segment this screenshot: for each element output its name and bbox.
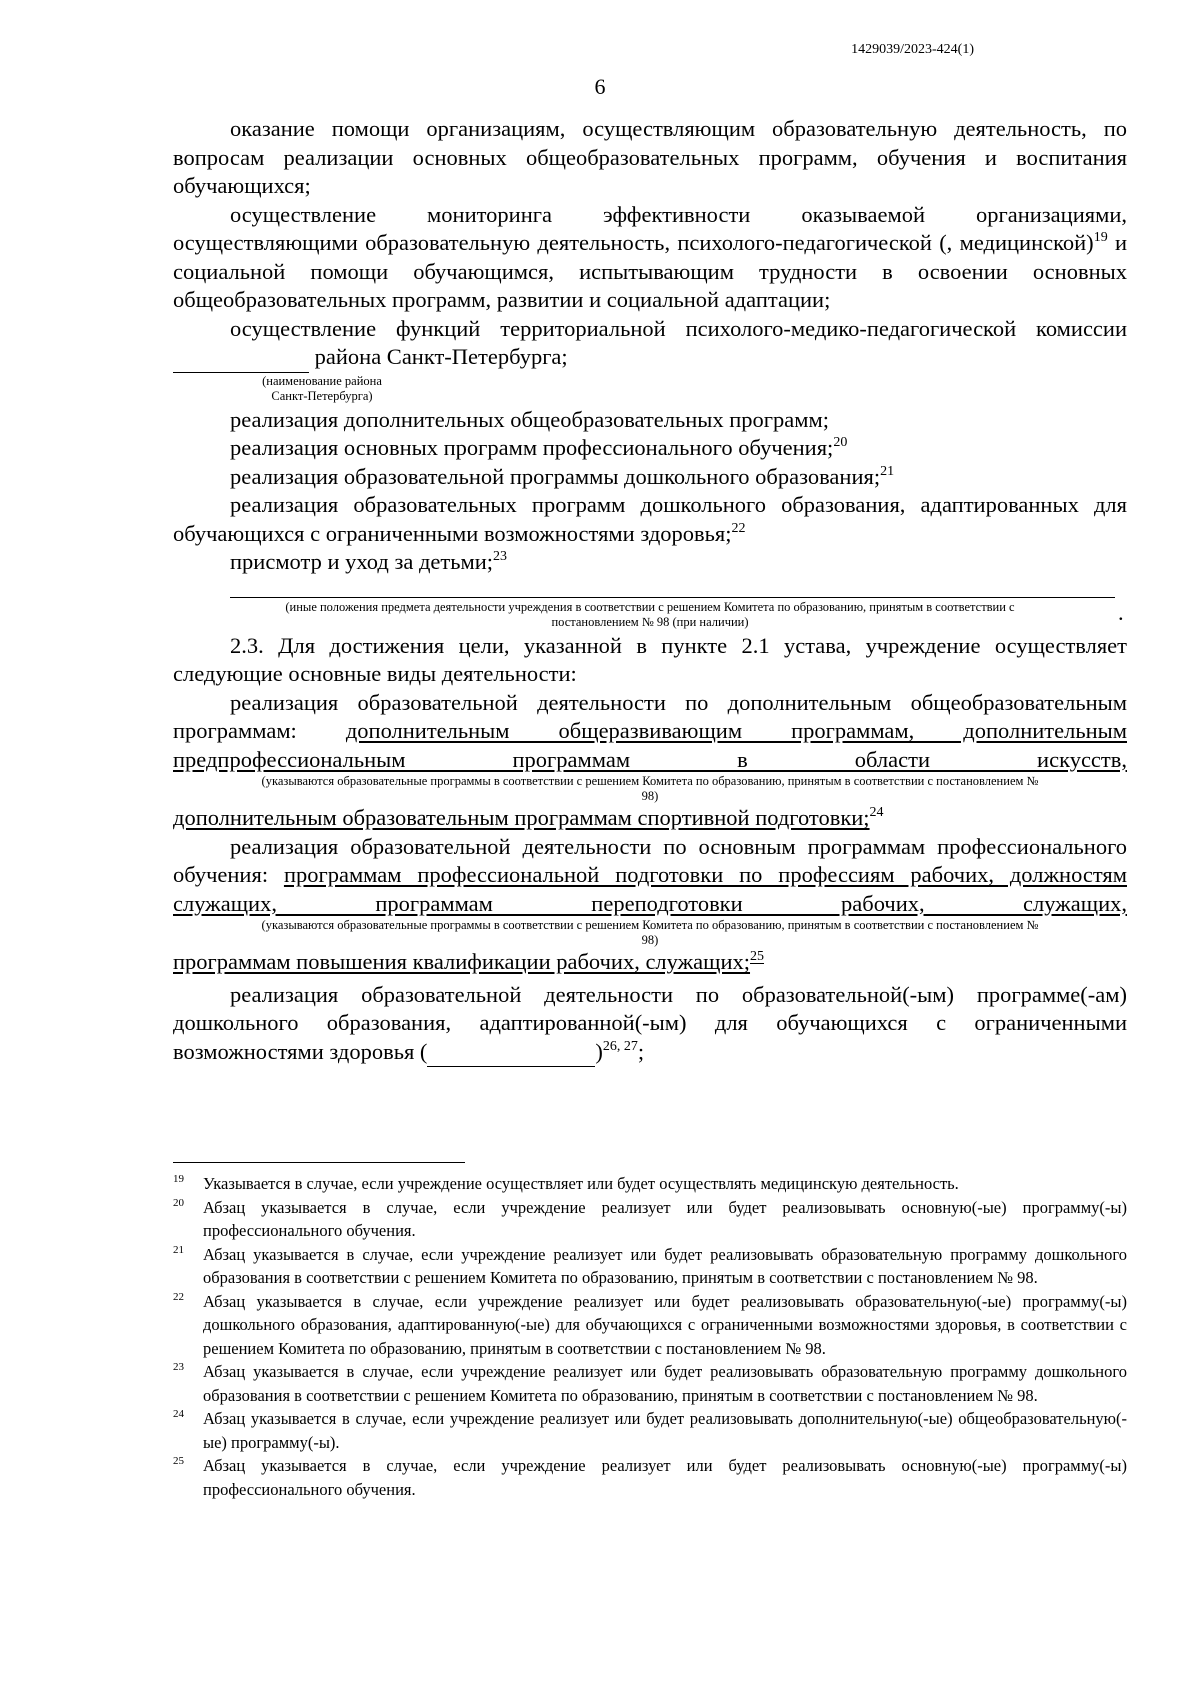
- district-blank: [173, 343, 309, 373]
- paragraph-2-3: 2.3. Для достижения цели, указанной в пункте 2.1 устава, учреждение осуществляет следующие основные виды деятельности:: [173, 632, 1127, 686]
- paragraph-sports-training: дополнительным образовательным программам спортивной подготовки;$^{24}$: [173, 805, 884, 830]
- footnote-24: 24 Абзац указывается в случае, если учреждение реализует или будет реализовывать дополнительную(-ые) общеобразовательную(-ые) программу(-ы).: [173, 1408, 1127, 1452]
- paragraph-childcare: присмотр и уход за детьми;$^{23}$: [230, 549, 508, 574]
- footnote-ref: 19: [1093, 230, 1108, 245]
- footnote-23: 23 Абзац указывается в случае, если учреждение реализует или будет реализовывать образовательную программу дошкольного образования в соответствии с решением Комитета по образованию, принятым в соответствии с постановлением № 98.: [173, 1361, 1127, 1405]
- paragraph-preschool-adapted: реализация образовательных программ дошкольного образования, адаптированных для обучающихся с ограниченными возможностями здоровья;$^{22}$: [173, 492, 1127, 546]
- footnote-20: 20 Абзац указывается в случае, если учреждение реализует или будет реализовывать основную(-ые) программу(-ы) профессионального обучения.: [173, 1196, 1127, 1240]
- paragraph-monitoring: осуществление мониторинга эффективности оказываемой организациями, осуществляющими образовательную деятельность, психолого-педагогической (, медицинской)$^{19}$ и социальной помощи обучающимся, испытывающим трудности в освоении основных общеобразовательных программ, развитии и социальной адаптации;: [173, 201, 1127, 312]
- programs-hint: (указываются образовательные программы в соответствии с решением Комитета по образованию, принятым в соответствии с постановлением № 98): [261, 774, 1039, 803]
- other-provisions-hint: (иные положения предмета деятельности учреждения в соответствии с решением Комитета по образованию, принятым в соответствии с постановлением № 98 (при наличии): [285, 599, 1015, 629]
- document-number: 1429039/2023-424(1): [851, 42, 974, 57]
- document-body: [173, 115, 1127, 1067]
- paragraph-additional-education: реализация образовательной деятельности по дополнительным общеобразовательным программам: дополнительным общеразвивающим программам, дополнительным предпрофессиональным программам в области искусств,: [173, 689, 1127, 772]
- page-number: 6: [594, 74, 606, 99]
- footnote-21: 21 Абзац указывается в случае, если учреждение реализует или будет реализовывать образовательную программу дошкольного образования в соответствии с решением Комитета по образованию, принятым в соответствии с постановлением № 98.: [173, 1243, 1127, 1287]
- paragraph-preschool: реализация образовательной программы дошкольного образования;$^{21}$: [230, 463, 895, 489]
- paragraph-preschool-disabilities: реализация образовательной деятельности по образовательной(-ым) программе(-ам) дошкольного образования, адаптированной(-ым) для обучающихся с ограниченными возможностями здоровья ( )$^{26, 27}$;: [173, 981, 1127, 1068]
- paragraph-professional-education: реализация образовательной деятельности по основным программам профессионального обучения: программам профессиональной подготовки по профессиям рабочих, должностям служащих, программам переподготовки рабочих, служащих,: [173, 833, 1127, 916]
- footnote-22: 22 Абзац указывается в случае, если учреждение реализует или будет реализовывать образовательную(-ые) программу(-ы) дошкольного образования, адаптированную(-ые) для обучающихся с ограниченными возможностями здоровья, в соответствии с решением Комитета по образованию, принятым в соответствии с постановлением № 98.: [173, 1290, 1127, 1358]
- other-provisions-line: .: [173, 597, 1127, 598]
- footnote-separator: [173, 1162, 465, 1163]
- district-hint: (наименование района Санкт-Петербурга): [262, 373, 382, 403]
- paragraph-additional-programs: реализация дополнительных общеобразовательных программ;: [230, 406, 829, 432]
- disability-blank: [427, 1038, 595, 1068]
- paragraph-assistance: оказание помощи организациям, осуществляющим образовательную деятельность, по вопросам реализации основных общеобразовательных программ, обучения и воспитания обучающихся;: [173, 116, 1127, 198]
- paragraph-professional-training: реализация основных программ профессионального обучения;$^{20}$: [230, 435, 848, 460]
- paragraph-commission: осуществление функций территориальной психолого-медико-педагогической комиссии района Санкт-Петербурга;: [173, 315, 1127, 373]
- footnotes: [173, 1172, 1127, 1501]
- paragraph-qualification: программам повышения квалификации рабочих, служащих;$^{25}$: [173, 949, 765, 974]
- footnote-19: 19 Указывается в случае, если учреждение осуществляет или будет осуществлять медицинскую деятельность.: [173, 1173, 959, 1193]
- footnote-25: 25 Абзац указывается в случае, если учреждение реализует или будет реализовывать основную(-ые) программу(-ы) профессионального обучения.: [173, 1455, 1127, 1499]
- programs-hint-2: (указываются образовательные программы в соответствии с решением Комитета по образованию, принятым в соответствии с постановлением № 98): [261, 918, 1039, 947]
